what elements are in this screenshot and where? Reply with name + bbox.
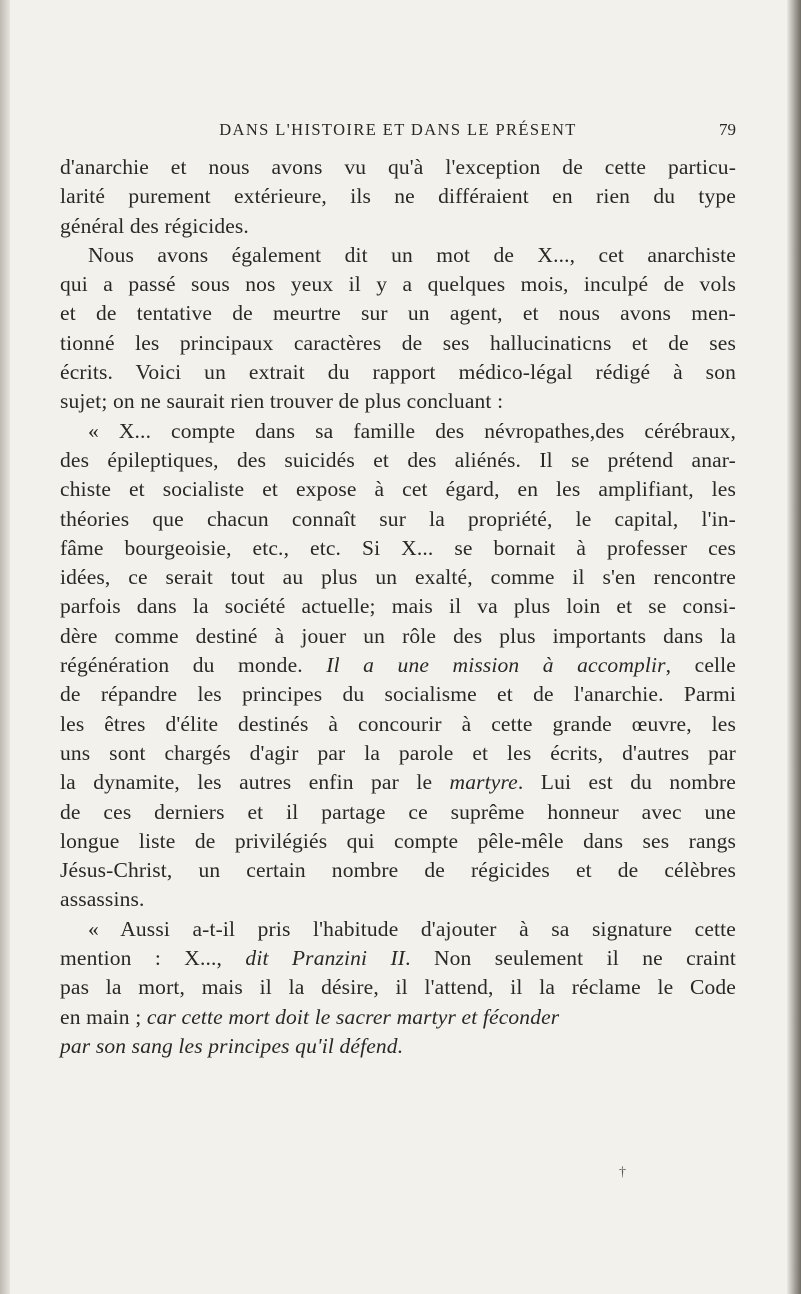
line-text: mention : X..., [60,946,246,971]
line-text: en main ; [60,1004,147,1029]
line-text: Nous avons également dit un mot de X..., cet anarchiste [88,242,736,267]
text-line [60,358,736,387]
text-line [60,944,736,973]
text-line [60,329,736,358]
line-text: qui a passé sous nos yeux il y a quelques mois, inculpé de vols [60,272,736,297]
text-line [60,973,736,1002]
text-line [60,475,736,504]
line-text: dère comme destiné à jouer un rôle des plus importants dans la [60,623,736,648]
line-text: fâme bourgeoisie, etc., etc. Si X... se bornait à professer ces [60,535,736,560]
text-line [60,768,736,797]
quote-start-line [60,417,736,446]
line-text: de ces derniers et il partage ce suprême honneur avec une [60,799,736,824]
line-text: de répandre les principes du socialisme et de l'anarchie. Parmi [60,682,736,707]
text-line [60,622,736,651]
text-line [60,1032,736,1061]
text-line [60,446,736,475]
line-text: et de tentative de meurtre sur un agent, et nous avons men- [60,301,736,326]
line-text: « X... compte dans sa famille des névropathes,des cérébraux, [88,418,736,443]
line-text: longue liste de privilégiés qui compte pêle-mêle dans ses rangs [60,828,736,853]
line-text: général des régicides. [60,213,249,238]
italic-emphasis: car cette mort doit le sacrer martyr et féconder [146,1004,560,1029]
text-line [60,212,736,241]
text-line [60,387,736,416]
line-text: d'anarchie et nous avons vu qu'à l'exception de cette particu- [60,155,736,179]
line-text: chiste et socialiste et expose à cet égard, en les amplifiant, les [60,477,736,502]
page-number: 79 [719,120,736,139]
line-text: parfois dans la société actuelle; mais il va plus loin et se consi- [60,594,736,619]
line-text: sujet; on ne saurait rien trouver de plus concluant : [60,389,504,414]
text-line [60,270,736,299]
line-text: , celle [665,653,736,678]
italic-emphasis: martyre [449,770,518,795]
body-text [60,153,736,1061]
text-line [60,563,736,592]
line-text: la dynamite, les autres enfin par le [60,770,450,795]
text-line [60,1003,736,1032]
text-line [60,592,736,621]
line-text: pas la mort, mais il la désire, il l'attend, il la réclame le Code [60,975,736,1000]
page-binding-shadow [787,0,801,1294]
page-left-edge [0,0,10,1294]
text-line [60,827,736,856]
line-text: les êtres d'élite destinés à concourir à cette grande œuvre, les [60,711,736,736]
line-text: . Lui est du nombre [517,770,737,795]
text-line [60,710,736,739]
line-text: larité purement extérieure, ils ne différaient en rien du type [60,184,736,209]
italic-emphasis: par son sang les principes qu'il défend. [60,1033,404,1058]
text-line [60,182,736,211]
text-line [60,739,736,768]
line-text: régénération du monde. [60,653,327,678]
line-text: tionné les principaux caractères de ses hallucinaticns et de ses [60,330,736,355]
line-text: des épileptiques, des suicidés et des aliénés. Il se prétend anar- [60,447,736,472]
line-text: assassins. [60,887,145,912]
italic-emphasis: Il a une mission à accomplir [326,653,666,678]
line-text: uns sont chargés d'agir par la parole et les écrits, d'autres par [60,740,736,765]
quote-start-line [60,915,736,944]
text-line [60,651,736,680]
text-line [60,153,736,182]
text-line [60,885,736,914]
text-line [60,299,736,328]
line-text: théories que chacun connaît sur la propriété, le capital, l'in- [60,506,736,531]
text-line [60,798,736,827]
line-text: « Aussi a-t-il pris l'habitude d'ajouter à sa signature cette [88,916,736,941]
paragraph-start-line [60,241,736,270]
line-text: écrits. Voici un extrait du rapport médico-légal rédigé à son [60,360,736,385]
text-line [60,856,736,885]
text-line [60,505,736,534]
running-title: DANS L'HISTOIRE ET DANS LE PRÉSENT [219,120,577,139]
text-line [60,680,736,709]
italic-emphasis: dit Pranzini II [245,946,406,971]
page-header [60,116,736,146]
line-text: . Non seulement il ne craint [405,946,736,971]
line-text: Jésus-Christ, un certain nombre de régicides et de célèbres [60,858,736,883]
text-line [60,534,736,563]
printer-mark: † [619,1165,626,1180]
line-text: idées, ce serait tout au plus un exalté, comme il s'en rencontre [60,565,736,590]
